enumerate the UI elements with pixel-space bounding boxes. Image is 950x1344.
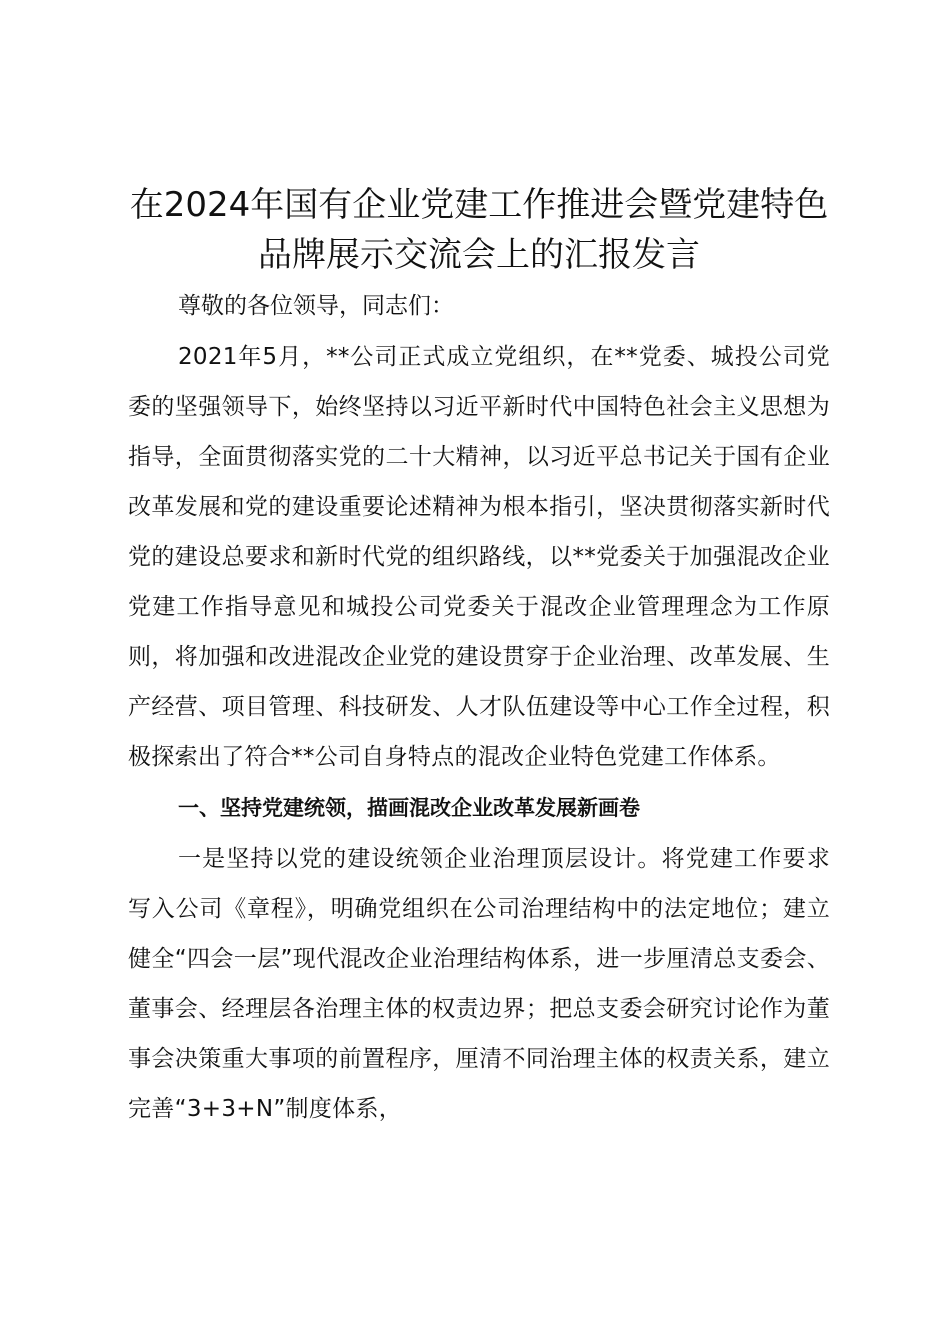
salutation: 尊敬的各位领导，同志们： <box>178 293 454 319</box>
section-heading: 一、坚持党建统领，描画混改企业改革发展新画卷 <box>178 796 640 820</box>
document-page <box>128 180 830 1134</box>
intro-paragraph: 2021年5月，**公司正式成立党组织，在**党委、城投公司党委的坚强领导下，始终坚持以习近平新时代中国特色社会主义思想为指导，全面贯彻落实党的二十大精神，以习近平总书记关于国有企业改革发展和党的建设重要论述精神为根本指引，坚决贯彻落实新时代党的建设总要求和新时代党的组织路线，以**党委关于加强混改企业党建工作指导意见和城投公司党委关于混改企业管理理念为工作原则，将加强和改进混改企业党的建设贯穿于企业治理、改革发展、生产经营、项目管理、科技研发、人才队伍建设等中心工作全过程，积极探索出了符合**公司自身特点的混改企业特色党建工作体系。 <box>128 344 830 770</box>
document-title: 在2024年国有企业党建工作推进会暨党建特色品牌展示交流会上的汇报发言 <box>129 185 829 275</box>
section-paragraph: 一是坚持以党的建设统领企业治理顶层设计。将党建工作要求写入公司《章程》，明确党组织在公司治理结构中的法定地位；建立健全“四会一层”现代混改企业治理结构体系，进一步厘清总支委会、董事会、经理层各治理主体的权责边界；把总支委会研究讨论作为董事会决策重大事项的前置程序，厘清不同治理主体的权责关系，建立完善“3+3+N”制度体系， <box>128 846 830 1122</box>
